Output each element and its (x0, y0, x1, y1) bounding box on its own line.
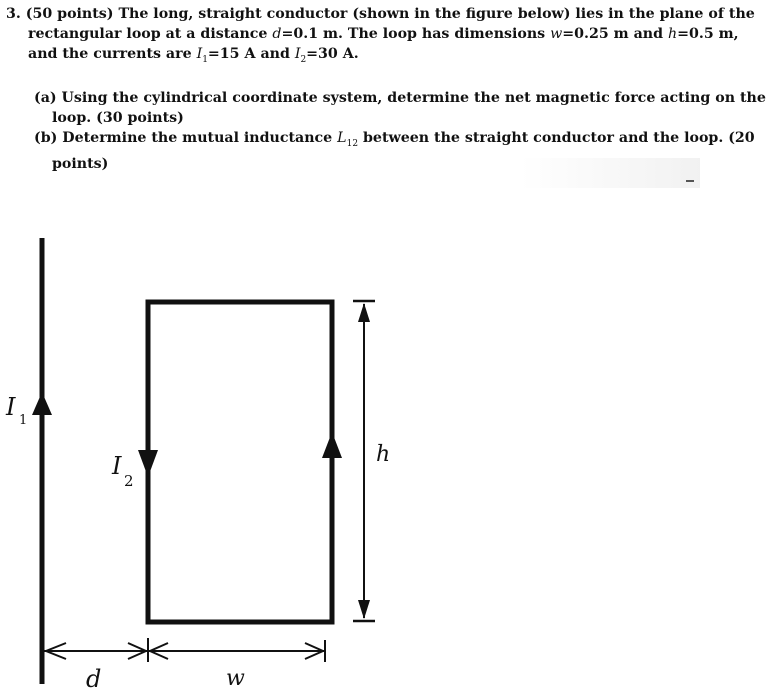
problem-text-2c: =0.25 m and (562, 26, 664, 42)
var-I2: I (294, 46, 301, 62)
problem-points: (50 points) (25, 6, 114, 22)
label-d: d (86, 665, 102, 688)
part-b-text-b: between the straight conductor and the loop. (20 (363, 130, 755, 146)
current-arrow-I2-up (322, 432, 342, 458)
var-L-sub: 12 (346, 139, 359, 149)
label-I2-sub: 2 (124, 472, 134, 490)
current-arrow-I2-down (138, 450, 158, 477)
label-I1-sub: 1 (19, 413, 28, 428)
label-w: w (226, 666, 245, 688)
var-d: d (272, 26, 282, 42)
var-I1-sub: 1 (202, 55, 208, 65)
current-arrow-I1 (32, 392, 52, 415)
var-w: w (550, 26, 563, 42)
h-arrow-top (358, 303, 370, 322)
problem-text-3b: =15 A and (207, 46, 290, 62)
var-I2-sub: 2 (300, 55, 307, 65)
problem-text-3a: and the currents are (28, 46, 192, 62)
var-I1: I (196, 46, 203, 62)
label-I2: I (112, 452, 122, 480)
problem-number: 3. (6, 6, 21, 22)
problem-text-2d: =0.5 m, (677, 26, 739, 42)
part-b-cont: points) (52, 156, 109, 172)
var-h: h (667, 26, 678, 42)
part-b-text-a: (b) Determine the mutual inductance (34, 130, 333, 146)
problem-text-1: The long, straight conductor (shown in the figure below) lies in the plane of the (118, 6, 755, 22)
label-h: h (376, 442, 391, 467)
problem-text-2a: rectangular loop at a distance (28, 26, 268, 42)
rectangular-loop (148, 302, 332, 622)
problem-text-2b: =0.1 m. The loop has dimensions (281, 26, 546, 42)
problem-text-3c: =30 A. (306, 46, 359, 62)
label-I1: I (6, 393, 16, 421)
part-a: (a) Using the cylindrical coordinate system, determine the net magnetic force acting on the (34, 90, 766, 106)
var-L: L (337, 130, 347, 146)
part-a-cont: loop. (30 points) (52, 110, 184, 126)
h-arrow-bottom (358, 600, 370, 619)
